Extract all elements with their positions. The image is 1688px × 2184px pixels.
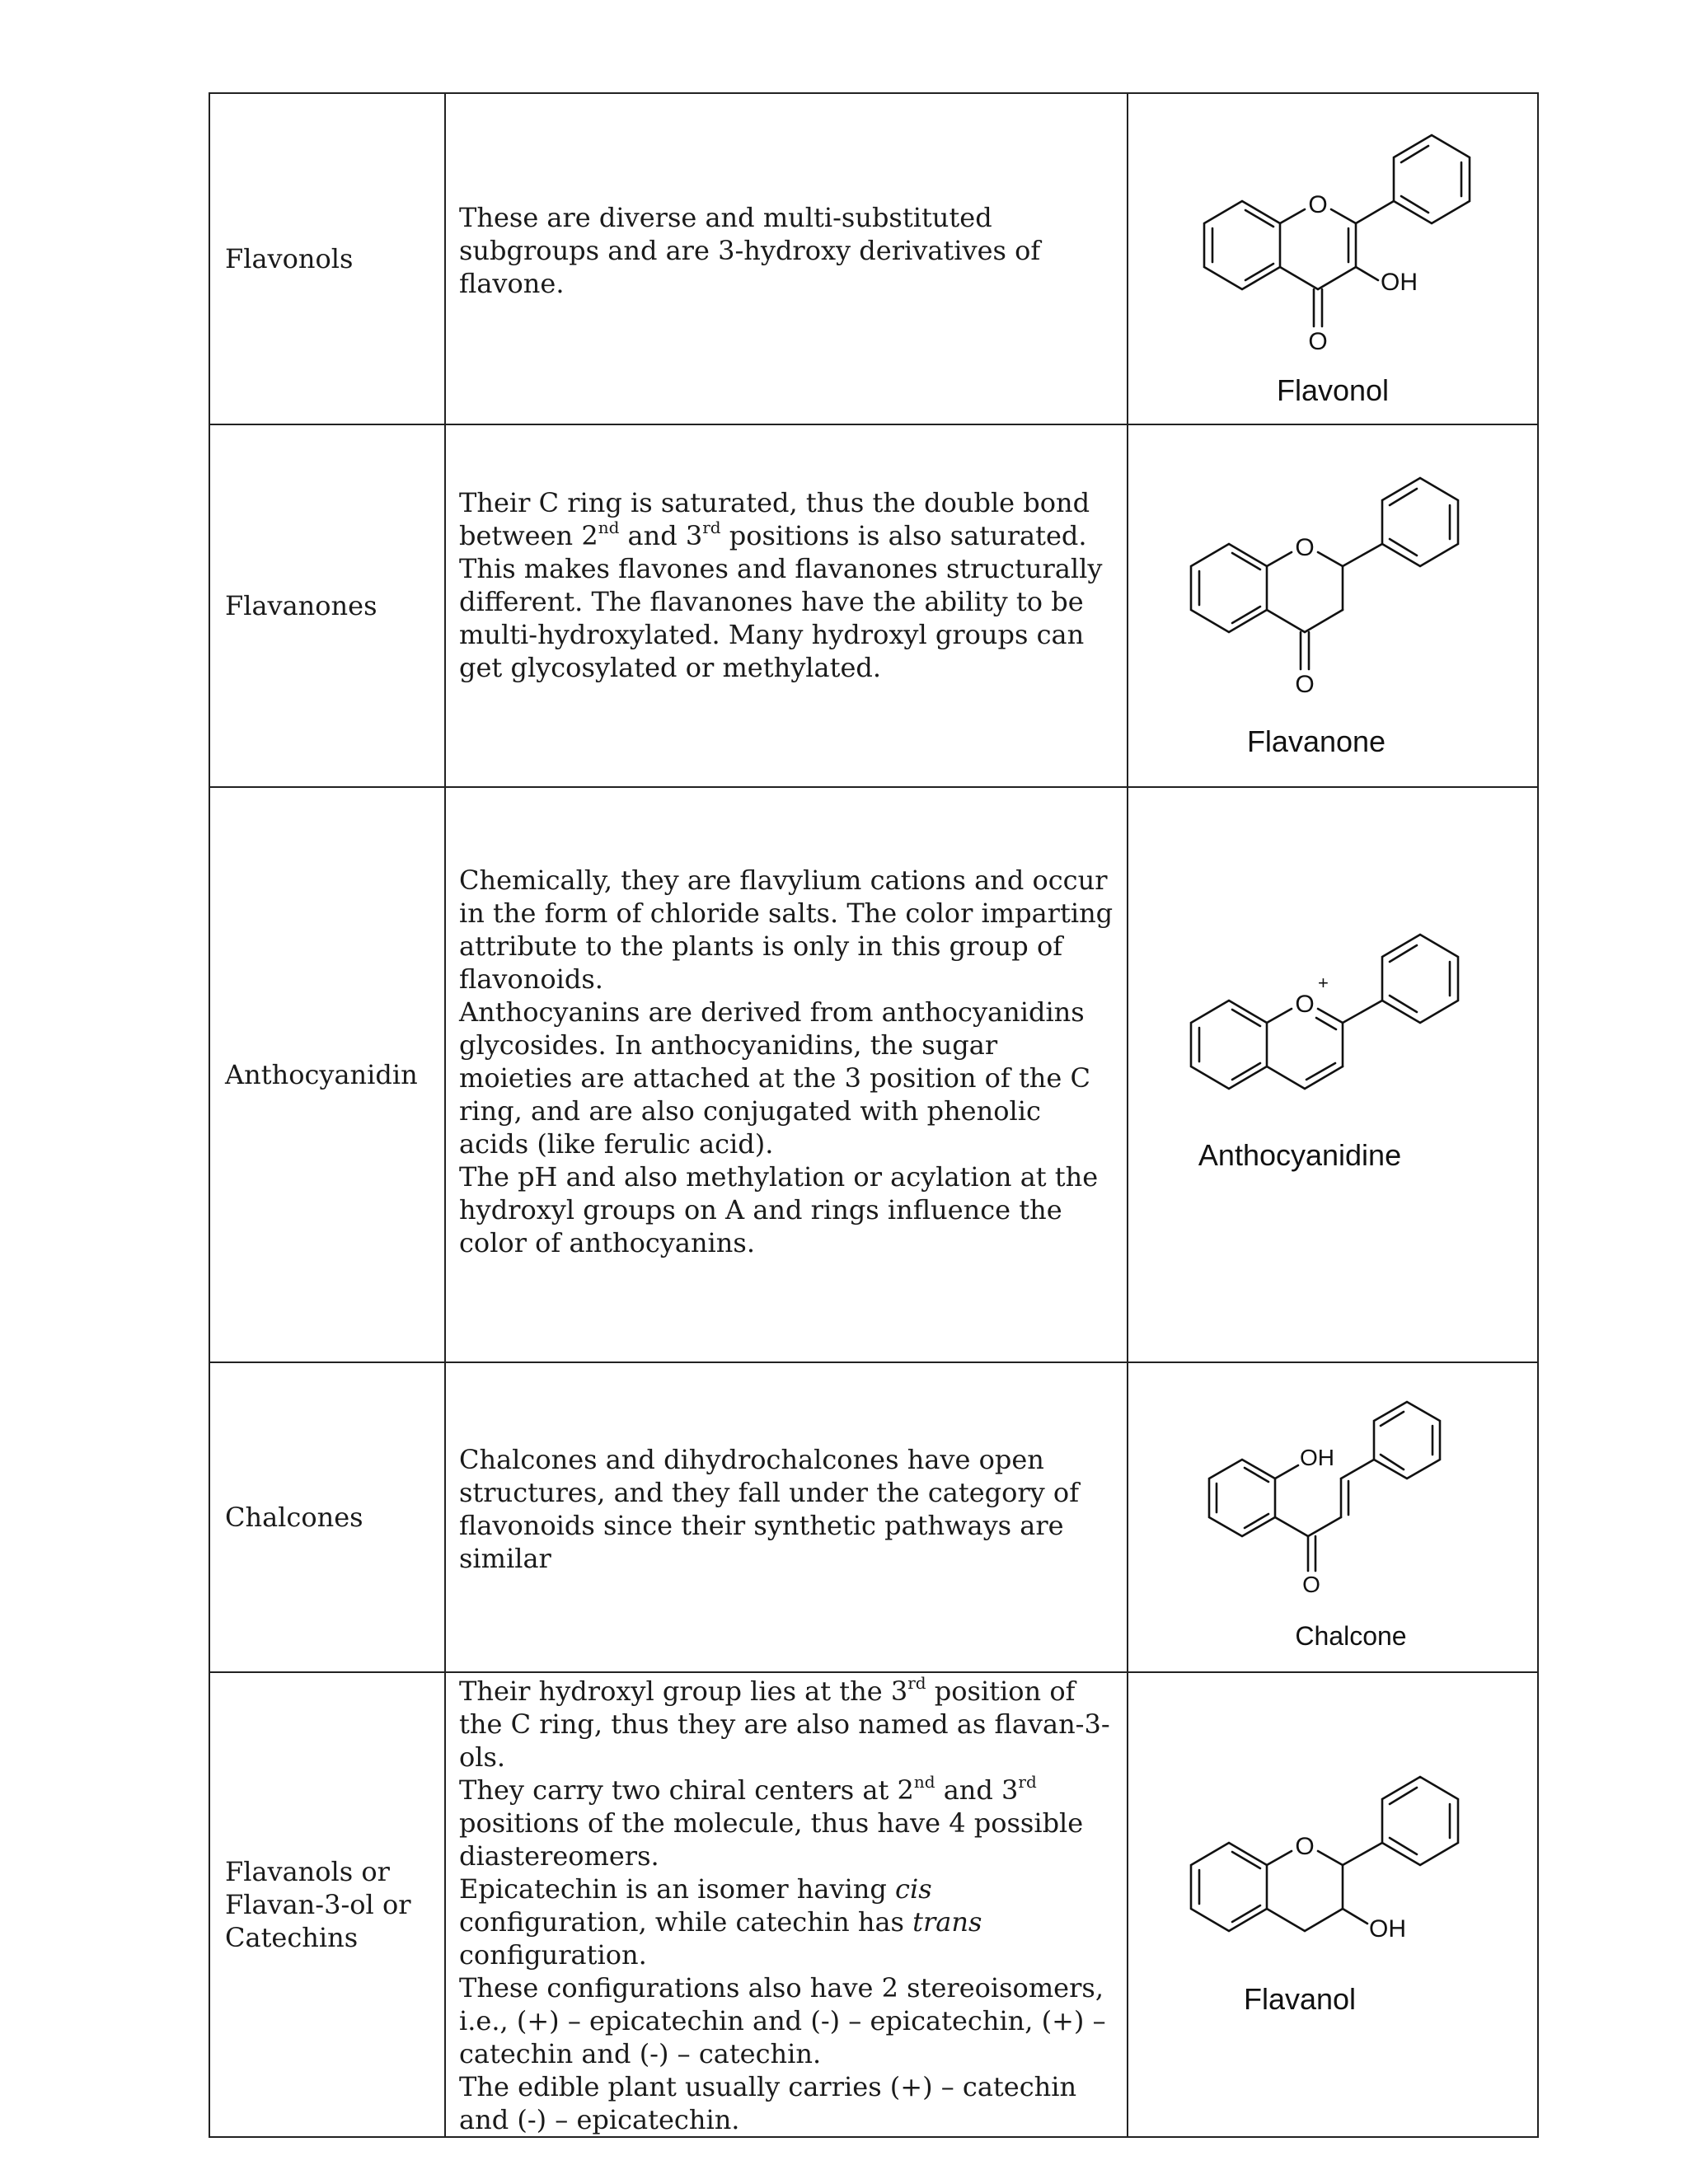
class-name-cell xyxy=(209,1362,445,1672)
description-text xyxy=(459,864,1118,1259)
structure-cell xyxy=(1128,1362,1538,1672)
description-text xyxy=(459,1675,1118,2136)
italic-term: cis xyxy=(895,1873,932,1905)
anthocyanidine-structure xyxy=(1143,910,1522,1207)
table-row xyxy=(209,1362,1538,1672)
structure-caption: Flavonol xyxy=(1276,373,1390,407)
paragraph: The pH and also methylation or acylation at the hydroxyl groups on A and rings influence the color of anthocyanins. xyxy=(459,1161,1099,1258)
text-segment: configuration, while catechin has xyxy=(459,1906,913,1938)
class-name-cell xyxy=(209,787,445,1362)
superscript: rd xyxy=(1018,1772,1037,1792)
superscript: nd xyxy=(598,518,620,537)
paragraph: These configurations also have 2 stereoisomers, i.e., (+) – epicatechin and (-) – epicatechin, (+) – catechin and (-) – catechin. xyxy=(459,1972,1106,2069)
atom-label: OH xyxy=(1381,269,1418,296)
structure-caption: Flavanone xyxy=(1246,724,1386,758)
description-text xyxy=(459,486,1118,684)
atom-label: O xyxy=(1308,191,1328,218)
paragraph xyxy=(459,1774,1118,1872)
structure-caption: Anthocyanidine xyxy=(1198,1138,1402,1172)
description-cell xyxy=(445,787,1128,1362)
structure-cell xyxy=(1128,93,1538,424)
superscript: rd xyxy=(702,518,721,537)
description-cell xyxy=(445,424,1128,787)
structure-cell xyxy=(1128,787,1538,1362)
atom-label: O xyxy=(1302,1572,1320,1597)
structure-cell xyxy=(1128,1672,1538,2137)
atom-label: O xyxy=(1295,671,1315,698)
text-segment: and 3 xyxy=(619,520,703,551)
structure-caption: Chalcone xyxy=(1295,1621,1407,1651)
text-segment: configuration. xyxy=(459,1939,647,1971)
atom-label: OH xyxy=(1300,1445,1334,1470)
class-name: Flavanones xyxy=(225,590,377,621)
text-segment: positions is also saturated. This makes flavones and flavanones structurally different. The flavanones have the ability to be multi-hydroxylated. Many hydroxyl groups can get glycosylated or methylated. xyxy=(459,520,1103,683)
flavonol-structure xyxy=(1160,110,1506,407)
charge-label: + xyxy=(1318,972,1329,993)
atom-label: O xyxy=(1295,1833,1315,1860)
atom-label: O xyxy=(1295,991,1315,1018)
paragraph xyxy=(459,1872,1118,1971)
atom-label: OH xyxy=(1369,1915,1406,1943)
table-row xyxy=(209,1672,1538,2137)
flavanone-structure xyxy=(1143,437,1522,775)
class-name-cell xyxy=(209,1672,445,2137)
atom-label: O xyxy=(1295,534,1315,561)
class-name-cell xyxy=(209,424,445,787)
text-segment: position of the C ring, thus they are also named as flavan-3-ols. xyxy=(459,1675,1110,1773)
class-name-line: Catechins xyxy=(225,1922,359,1953)
chalcone-structure xyxy=(1160,1373,1506,1661)
structure-cell xyxy=(1128,424,1538,787)
class-name xyxy=(225,1855,444,1954)
structure-caption: Flavanol xyxy=(1243,1982,1357,2016)
description-cell xyxy=(445,1362,1128,1672)
class-name: Chalcones xyxy=(225,1502,363,1533)
text-segment: and 3 xyxy=(935,1774,1019,1806)
superscript: rd xyxy=(907,1673,926,1693)
description-text: Chalcones and dihydrochalcones have open structures, and they fall under the category of flavonoids since their synthetic pathways are similar xyxy=(459,1444,1080,1574)
description-text: These are diverse and multi-substituted subgroups and are 3-hydroxy derivatives of flavone. xyxy=(459,202,1041,299)
class-name-line: Flavanols or xyxy=(225,1856,390,1887)
class-name-line: Flavan-3-ol or xyxy=(225,1889,411,1920)
description-cell xyxy=(445,93,1128,424)
paragraph xyxy=(459,1675,1118,1774)
class-name: Flavonols xyxy=(225,243,354,274)
class-name-cell xyxy=(209,93,445,424)
paragraph: The edible plant usually carries (+) – catechin and (-) – epicatechin. xyxy=(459,2071,1077,2135)
atom-label: O xyxy=(1308,328,1328,355)
italic-term: trans xyxy=(912,1906,982,1938)
class-name: Anthocyanidin xyxy=(225,1059,418,1090)
flavonoid-table xyxy=(209,92,1539,2138)
table-row xyxy=(209,93,1538,424)
table-row xyxy=(209,424,1538,787)
text-segment: Epicatechin is an isomer having xyxy=(459,1873,896,1905)
text-segment: Their hydroxyl group lies at the 3 xyxy=(459,1675,908,1707)
superscript: nd xyxy=(913,1772,935,1792)
description-cell xyxy=(445,1672,1128,2137)
paragraph: Chemically, they are flavylium cations and occur in the form of chloride salts. The color imparting attribute to the plants is only in this group of flavonoids. xyxy=(459,865,1114,995)
text-segment: Their C ring is saturated, thus the double bond between 2 xyxy=(459,487,1090,551)
text-segment: positions of the molecule, thus have 4 possible diastereomers. xyxy=(459,1807,1084,1872)
paragraph: Anthocyanins are derived from anthocyanidins glycosides. In anthocyanidins, the sugar moieties are attached at the 3 position of the C ring, and are also conjugated with phenolic acids (like ferulic acid). xyxy=(459,996,1090,1160)
table-row xyxy=(209,787,1538,1362)
flavanol-structure xyxy=(1143,1736,1522,2074)
text-segment: They carry two chiral centers at 2 xyxy=(459,1774,914,1806)
